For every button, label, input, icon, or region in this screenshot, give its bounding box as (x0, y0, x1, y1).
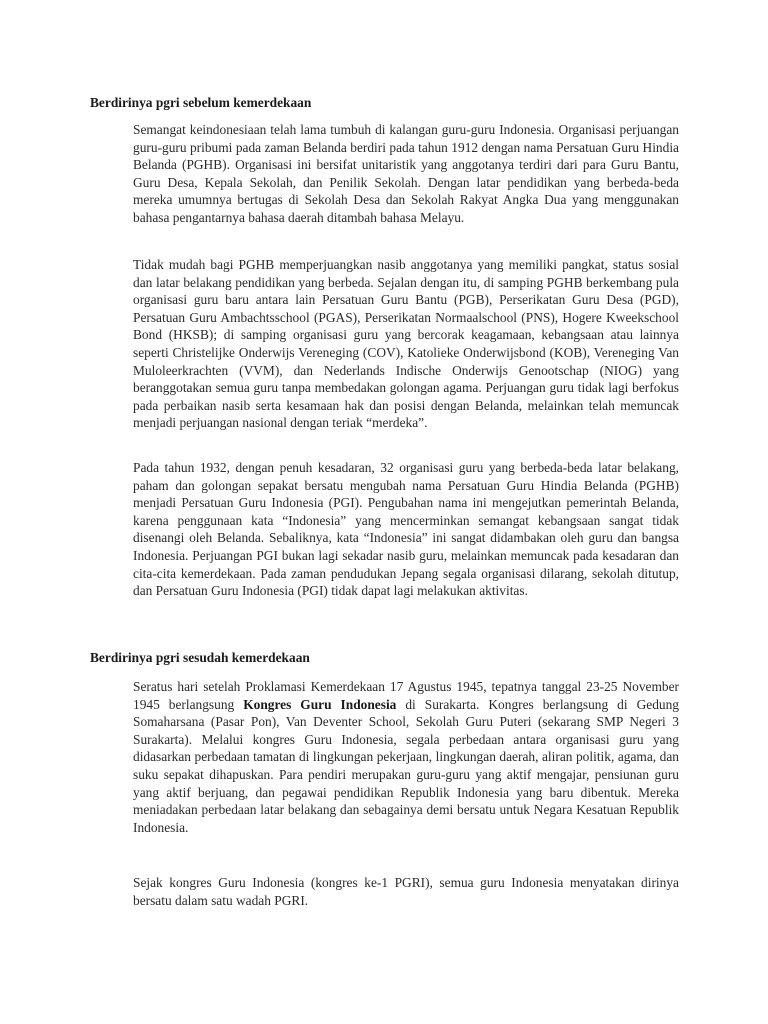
section-heading-before-independence: Berdirinya pgri sebelum kemerdekaan (90, 95, 312, 110)
kongres-guru-indonesia-bold: Kongres Guru Indonesia (243, 696, 397, 712)
paragraph-pgi-renaming: Pada tahun 1932, dengan penuh kesadaran, 32 organisasi guru yang berbeda-beda latar belakang, paham dan golongan sepakat bersatu mengubah nama Persatuan Guru Hindia Belanda (PGHB) menjadi Persatuan Guru Indonesia (PGI). Pengubahan nama ini mengejutkan pemerintah Belanda, karena penggunaan kata “Indonesia” yang mencerminkan semangat kebangsaan sangat tidak disenangi oleh Belanda. Sebaliknya, kata “Indonesia” ini sangat didambakan oleh guru dan bangsa Indonesia. Perjuangan PGI bukan lagi sekadar nasib guru, melainkan memuncak pada kesadaran dan cita-cita kemerdekaan. Pada zaman pendudukan Jepang segala organisasi dilarang, sekolah ditutup, dan Persatuan Guru Indonesia (PGI) tidak dapat lagi melakukan aktivitas. (133, 460, 679, 599)
section-heading-after-independence: Berdirinya pgri sesudah kemerdekaan (90, 650, 310, 665)
paragraph-kongres-text-start: Seratus hari setelah Proklamasi Kemerdekaan 17 Agustus 1945, tepatnya tanggal 23-25 November 1945 berlangsung (133, 679, 679, 712)
paragraph-pgri-unity: Sejak kongres Guru Indonesia (kongres ke-1 PGRI), semua guru Indonesia menyatakan dirinya bersatu dalam satu wadah PGRI. (133, 875, 679, 908)
paragraph-kongres-guru (133, 678, 679, 836)
paragraph-pghb-founding: Semangat keindonesiaan telah lama tumbuh di kalangan guru-guru Indonesia. Organisasi perjuangan guru-guru pribumi pada zaman Belanda berdiri pada tahun 1912 dengan nama Persatuan Guru Hindia Belanda (PGHB). Organisasi ini bersifat unitaristik yang anggotanya terdiri dari para Guru Bantu, Guru Desa, Kepala Sekolah, dan Penilik Sekolah. Dengan latar pendidikan yang berbeda-beda mereka umumnya bertugas di Sekolah Desa dan Sekolah Rakyat Angka Dua yang menggunakan bahasa pengantarnya bahasa daerah ditambah bahasa Melayu. (133, 122, 679, 225)
paragraph-kongres-text-end: di Surakarta. Kongres berlangsung di Gedung Somaharsana (Pasar Pon), Van Deventer School, Sekolah Guru Puteri (sekarang SMP Negeri 3 Surakarta). Melalui kongres Guru Indonesia, segala perbedaan antara organisasi guru yang didasarkan perbedaan tamatan di lingkungan pekerjaan, lingkungan daerah, aliran politik, agama, dan suku sepakat dihapuskan. Para pendiri merupakan guru-guru yang aktif mengajar, pensiunan guru yang aktif berjuang, dan pegawai pendidikan Republik Indonesia yang baru dibentuk. Mereka meniadakan perbedaan latar belakang dan sebagainya demi bersatu untuk Negara Kesatuan Republik Indonesia. (133, 696, 679, 835)
paragraph-teacher-organizations: Tidak mudah bagi PGHB memperjuangkan nasib anggotanya yang memiliki pangkat, status sosial dan latar belakang pendidikan yang berbeda. Sejalan dengan itu, di samping PGHB berkembang pula organisasi guru baru antara lain Persatuan Guru Bantu (PGB), Perserikatan Guru Desa (PGD), Persatuan Guru Ambachtsschool (PGAS), Perserikatan Normaalschool (PNS), Hogere Kweekschool Bond (HKSB); di samping organisasi guru yang bercorak keagamaan, kebangsaan atau lainnya seperti Christelijke Onderwijs Vereneging (COV), Katolieke Onderwijsbond (KOB), Vereneging Van Muloleerkrachten (VVM), dan Nederlands Indische Onderwijs Genootschap (NIOG) yang beranggotakan semua guru tanpa membedakan golongan agama. Perjuangan guru tidak lagi berfokus pada perbaikan nasib serta kesamaan hak dan posisi dengan Belanda, melainkan telah memuncak menjadi perjuangan nasional dengan teriak “merdeka”. (133, 257, 679, 431)
